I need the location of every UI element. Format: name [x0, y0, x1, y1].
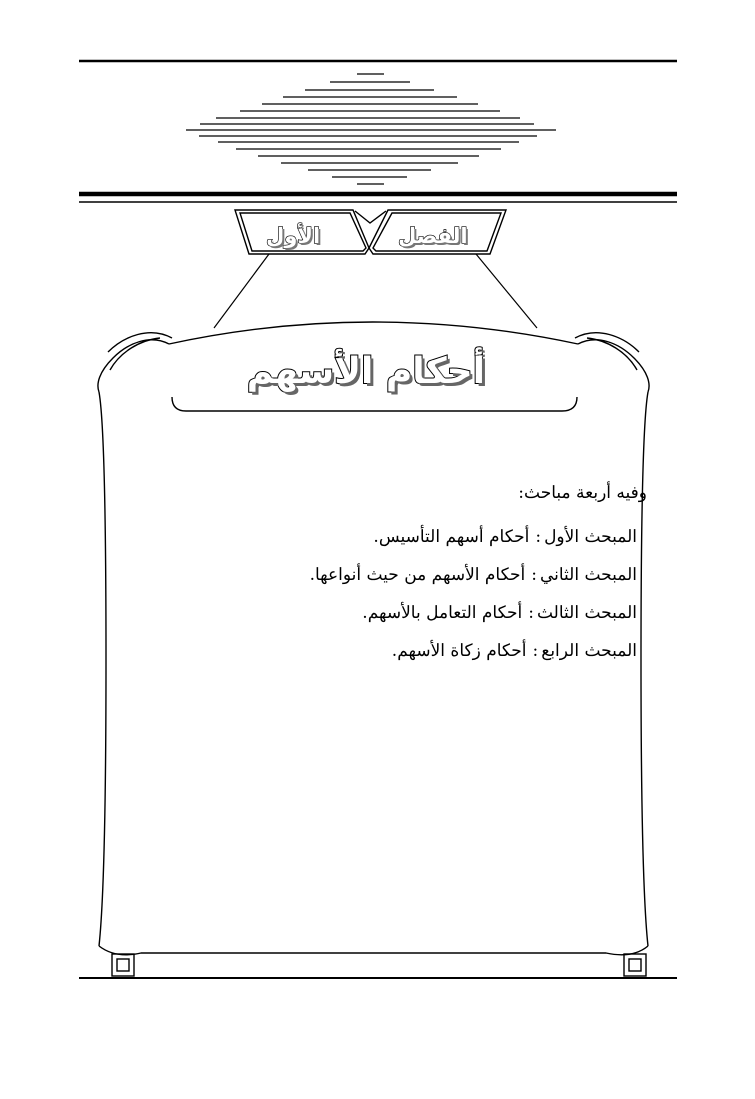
section-colon: : [532, 641, 539, 661]
section-item [310, 520, 637, 558]
section-item [310, 596, 637, 634]
section-label: المبحث الثالث [536, 603, 637, 623]
section-title: أحكام زكاة الأسهم. [391, 641, 527, 661]
intro-text: وفيه أربعة مباحث: [518, 483, 647, 503]
section-label: المبحث الرابع [541, 641, 637, 661]
section-colon: : [535, 527, 542, 547]
section-label: المبحث الأول [544, 527, 637, 547]
chapter-label-word-1: الفصل [398, 224, 468, 248]
section-colon: : [528, 603, 534, 623]
body-frame [99, 392, 648, 976]
section-list [310, 520, 637, 672]
connector-lines [214, 254, 537, 328]
section-item [310, 558, 637, 596]
section-title: أحكام الأسهم من حيث أنواعها. [309, 565, 526, 585]
section-title: أحكام أسهم التأسيس. [373, 527, 530, 547]
section-item [310, 634, 637, 672]
diamond-ornament [186, 74, 556, 184]
chapter-title: أحكام الأسهم [246, 351, 485, 392]
section-label: المبحث الثاني [539, 565, 637, 585]
chapter-label-word-2: الأول [266, 224, 321, 248]
section-colon: : [531, 565, 537, 585]
section-title: أحكام التعامل بالأسهم. [362, 603, 523, 623]
